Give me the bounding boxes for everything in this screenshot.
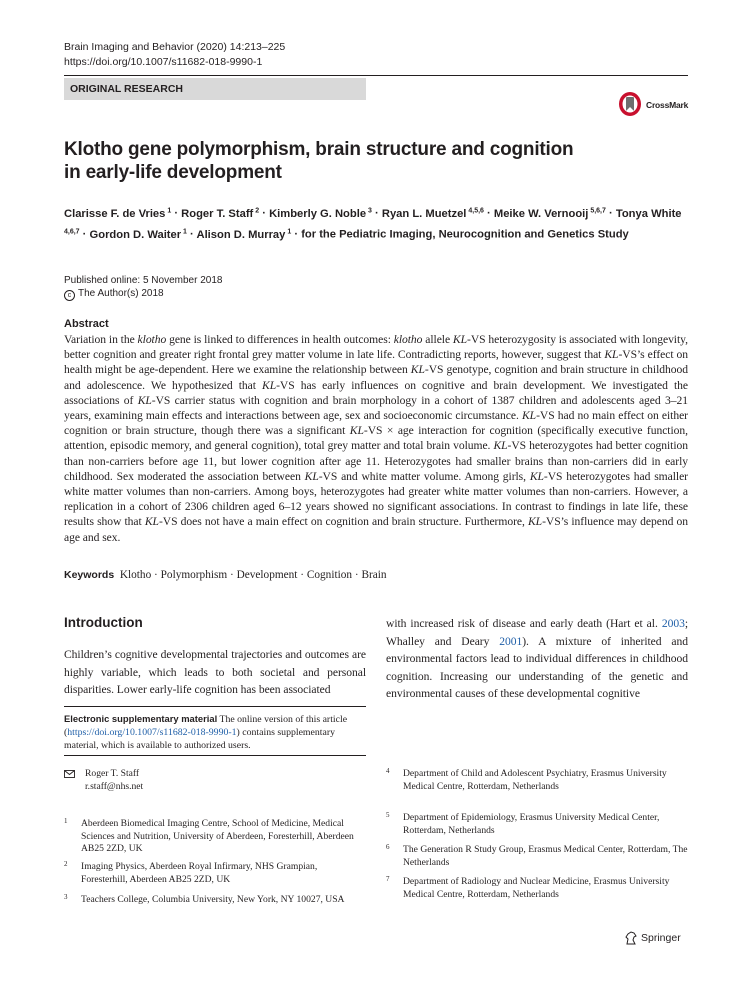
keywords-label: Keywords xyxy=(64,569,115,581)
keywords xyxy=(64,569,387,581)
crossmark-icon xyxy=(618,91,642,118)
springer-horse-icon xyxy=(624,931,638,945)
affiliation-text: Department of Child and Adolescent Psychiatry, Erasmus University Medical Centre, Rotterdam, Netherlands xyxy=(403,768,667,792)
intro-text-a: with increased risk of disease and early death (Hart et al. xyxy=(386,617,662,630)
abstract-segment: Variation in the xyxy=(64,333,138,346)
citation-link-2003[interactable]: 2003 xyxy=(661,617,685,630)
journal-meta xyxy=(64,40,285,70)
author[interactable] xyxy=(181,208,259,220)
abstract-segment: KL xyxy=(493,439,508,453)
affiliation-1 xyxy=(64,818,366,858)
copyright-icon: c xyxy=(64,290,75,301)
author-affiliation: 4,5,6 xyxy=(466,207,484,214)
author-list: Clarisse F. de Vries $^1$ · Roger T. Staff $^2$ · Kimberly G. Noble $^3$ · Ryan L. Muetzel $^{4,5,6}$ · Meike W. Vernooij $^{5,6,7}$ · Tonya White $^{4,6,7}$ · Gordon D. Waiter $^1$ · Alison D. Murray $^1$ · for the Pediatric Imaging, Neurocognition and Genetics Study xyxy=(64,207,682,241)
title-line-2: in early-life development xyxy=(64,162,282,183)
article-type-band: ORIGINAL RESEARCH xyxy=(64,78,366,100)
supplementary-text-b: ) contains supplementary material, which is available to authorized users. xyxy=(64,727,336,751)
author[interactable] xyxy=(494,208,606,220)
abstract-segment: -VS has early influences on cognitive and brain development. We investigated the associations of xyxy=(64,378,688,407)
author-group: for the Pediatric Imaging, Neurocognition and Genetics Study xyxy=(301,228,629,241)
abstract-segment: KL xyxy=(529,469,544,483)
abstract-segment: KL xyxy=(144,515,159,529)
publisher-name: Springer xyxy=(641,932,681,944)
abstract-segment: KL xyxy=(349,424,364,438)
affiliation-3 xyxy=(64,894,366,910)
affiliation-5 xyxy=(386,812,688,840)
author-name: Gordon D. Waiter xyxy=(89,228,182,241)
author-name: Clarisse F. de Vries xyxy=(64,207,166,220)
author-affiliation: 1 xyxy=(285,228,292,236)
intro-column-left: Children’s cognitive developmental trajectories and outcomes are highly variable, which leads to both societal and personal disparities. Lower early-life cognition has been associated xyxy=(64,648,366,697)
abstract-segment: -VS’s effect on health might be age-dependent. Here we examine the relationship between xyxy=(64,348,689,377)
affiliation-2 xyxy=(64,861,366,889)
affiliation-number: 5 xyxy=(386,811,390,819)
author-name: Alison D. Murray xyxy=(196,228,286,241)
publisher-logo xyxy=(624,931,681,945)
abstract-segment: -VS’s influence may depend on age and sex. xyxy=(64,515,688,544)
publication-info xyxy=(64,274,222,301)
affiliation-number: 7 xyxy=(386,875,390,883)
supplementary-rule-bottom xyxy=(64,755,366,756)
supplementary-rule-top xyxy=(64,706,366,707)
author-affiliation: 1 xyxy=(181,228,187,236)
affiliation-text: Department of Epidemiology, Erasmus University Medical Center, Rotterdam, Netherlands xyxy=(403,812,660,836)
author[interactable] xyxy=(196,229,291,241)
copyright-text: The Author(s) 2018 xyxy=(78,288,164,299)
abstract-segment: -VS does not have a main effect on cognition and brain structure. Furthermore, xyxy=(158,515,528,529)
author[interactable] xyxy=(382,208,484,220)
abstract-segment: -VS heterozygotes had smaller white matter volumes than non-carriers. Among boys, heterozygotes had greater white matter volumes than non-carriers. However, a replication in a cohort of 2306 children aged 6–12 years showed no significant associations. In contrast to findings in late life, these results show that xyxy=(64,469,688,529)
author-affiliation: 2 xyxy=(253,207,260,214)
abstract-body xyxy=(64,332,688,545)
abstract-segment: -VS genotype, cognition and brain structure in childhood and adolescence. We hypothesized that xyxy=(64,363,688,392)
author-name: Meike W. Vernooij xyxy=(493,207,589,220)
corresponding-author: Roger T. Staff xyxy=(85,768,140,779)
abstract-segment: -VS heterozygosity is associated with longevity, better cognition and greater right frontal grey matter volume in late life. Contradicting reports, however, suggest that xyxy=(64,333,688,362)
journal-citation: Brain Imaging and Behavior (2020) 14:213–225 xyxy=(64,41,286,53)
intro-text-c: ). A mixture of inherited and environmental factors lead to individual differences in childhood cognition. Increasing our understanding of the genetic and environmental causes of these developmental cognitive xyxy=(386,634,688,701)
copyright-line xyxy=(64,287,222,301)
affiliation-number: 4 xyxy=(386,767,390,775)
author-name: Tonya White xyxy=(615,207,682,220)
abstract-segment: KL xyxy=(304,469,319,483)
abstract-segment: KL xyxy=(410,363,425,377)
affiliation-number: 1 xyxy=(64,817,68,825)
author-affiliation: 5,6,7 xyxy=(588,207,606,214)
intro-column-right xyxy=(386,615,688,703)
abstract-segment: -VS × age interaction for cognition (specifically executive function, attention, episodic memory, and general cognition), total grey matter and total brain volume. xyxy=(64,424,688,453)
header-rule xyxy=(64,75,688,76)
author[interactable] xyxy=(90,229,187,241)
abstract-segment: klotho xyxy=(137,333,167,346)
abstract-segment: gene is linked to differences in health outcomes: xyxy=(166,333,394,346)
author-name: Ryan L. Muetzel xyxy=(381,207,467,220)
affiliation-number: 2 xyxy=(64,860,68,868)
author-affiliation: 3 xyxy=(366,207,372,214)
affiliation-text: Aberdeen Biomedical Imaging Centre, School of Medicine, Medical Sciences and Nutrition, University of Aberdeen, Foresterhill, Aberdeen AB25 2ZD, UK xyxy=(81,818,354,855)
affiliation-text: Teachers College, Columbia University, New York, NY 10027, USA xyxy=(81,894,345,905)
title-line-1: Klotho gene polymorphism, brain structure and cognition xyxy=(64,139,574,160)
abstract-segment: allele xyxy=(422,333,453,346)
abstract-segment: KL xyxy=(527,515,543,529)
supplementary-note xyxy=(64,712,366,752)
affiliation-text: Department of Radiology and Nuclear Medicine, Erasmus University Medical Centre, Rotterdam, Netherlands xyxy=(403,876,670,900)
author[interactable] xyxy=(64,208,171,220)
published-date: Published online: 5 November 2018 xyxy=(64,275,223,286)
citation-link-2001[interactable]: 2001 xyxy=(499,634,523,648)
correspondence xyxy=(64,768,366,794)
introduction-heading: Introduction xyxy=(64,615,143,630)
abstract-segment: KL xyxy=(137,393,152,407)
abstract-segment: -VS and white matter volume. Among girls, xyxy=(318,469,530,483)
affiliation-number: 3 xyxy=(64,893,68,901)
corresponding-email[interactable]: r.staff@nhs.net xyxy=(85,780,144,792)
author-name: Kimberly G. Noble xyxy=(269,207,367,220)
abstract-segment: -VS heterozygotes had better cognition than non-carriers before age 11, but lower cognition after age 11. Heterozygotes had smaller brains than non-carriers did in early childhood. Sex moderated the association between xyxy=(64,439,689,483)
abstract-segment: KL xyxy=(262,378,277,392)
affiliation-number: 6 xyxy=(386,843,390,851)
supplementary-label: Electronic supplementary material xyxy=(64,713,218,724)
crossmark-label: CrossMark xyxy=(646,99,689,110)
journal-doi[interactable]: https://doi.org/10.1007/s11682-018-9990-1 xyxy=(64,56,263,68)
affiliation-6 xyxy=(386,844,688,872)
affiliation-4 xyxy=(386,768,688,808)
abstract-segment: KL xyxy=(604,348,619,362)
supplementary-text-a: The online version of this article ( xyxy=(64,714,348,738)
crossmark-badge[interactable] xyxy=(618,91,688,118)
author-name: Roger T. Staff xyxy=(181,207,254,220)
affiliation-text: The Generation R Study Group, Erasmus Medical Center, Rotterdam, The Netherlands xyxy=(403,844,688,868)
author[interactable] xyxy=(269,208,372,220)
affiliation-7 xyxy=(386,876,688,904)
affiliation-text: Imaging Physics, Aberdeen Royal Infirmary, NHS Grampian, Foresterhill, Aberdeen AB25 2ZD, UK xyxy=(81,861,318,885)
supplementary-link[interactable]: https://doi.org/10.1007/s11682-018-9990-1 xyxy=(67,727,237,738)
abstract-segment: -VS had no main effect on either cognition or brain structure, though there was a significant xyxy=(64,409,688,438)
abstract-heading: Abstract xyxy=(64,318,109,330)
intro-text-b: ; Whalley and Deary xyxy=(386,617,688,648)
author-affiliation: 4,6,7 xyxy=(64,228,80,236)
abstract-segment: KL xyxy=(452,333,468,346)
author-affiliation: 1 xyxy=(165,207,172,214)
abstract-segment: klotho xyxy=(393,333,423,346)
abstract-segment: -VS carrier status with cognition and brain morphology in a cohort of 1387 children and adolescents aged 3–21 years, examining main effects and interactions between age, sex and socioeconomic circumstance. xyxy=(64,393,688,423)
abstract-segment: KL xyxy=(521,409,537,423)
keywords-list: Klotho · Polymorphism · Development · Cognition · Brain xyxy=(119,569,387,581)
envelope-icon xyxy=(64,770,75,778)
article-title xyxy=(64,138,584,184)
